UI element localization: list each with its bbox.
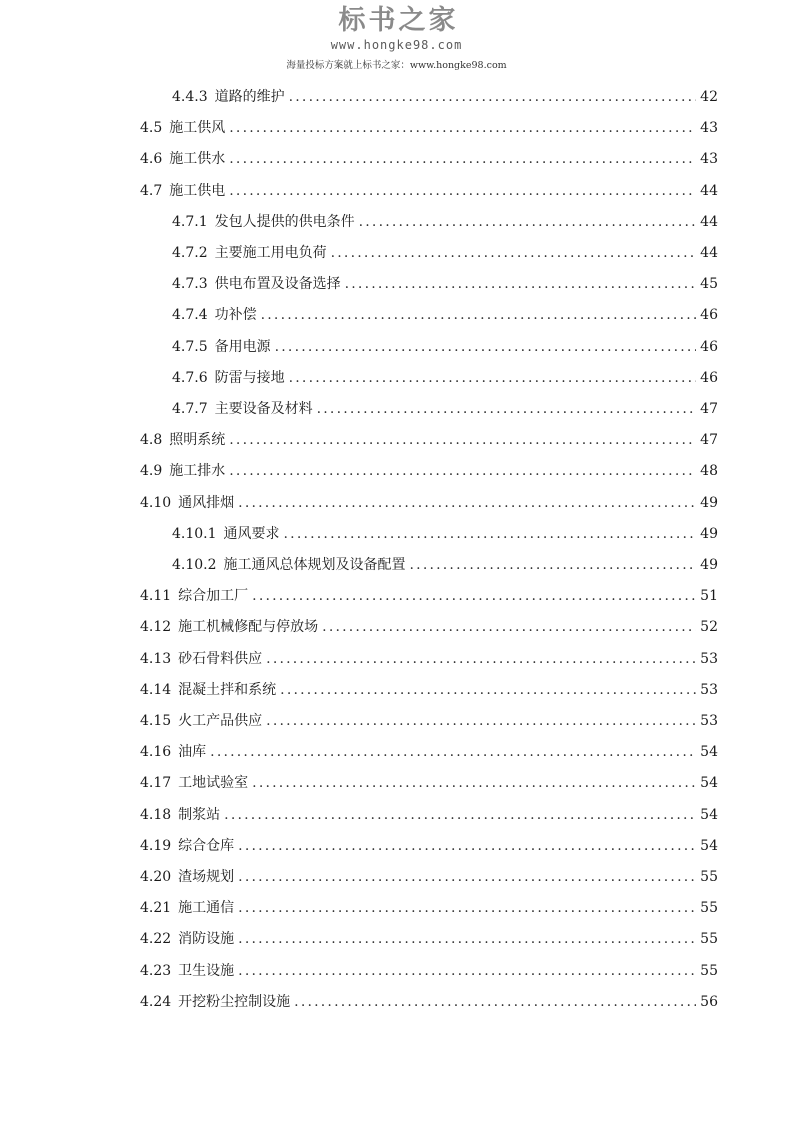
toc-entry-number: 4.16 — [140, 744, 172, 761]
toc-entry-page: 54 — [700, 837, 718, 854]
toc-entry-page: 46 — [700, 307, 718, 324]
toc-entry-number: 4.20 — [140, 869, 172, 885]
toc-entry-title: 施工通信 — [178, 900, 235, 917]
toc-entry[interactable] — [172, 553, 718, 577]
toc-entry-title: 功补偿 — [214, 307, 257, 324]
toc-entry[interactable] — [172, 522, 718, 546]
toc-entry-number: 4.7.4 — [172, 307, 208, 324]
toc-entry[interactable] — [140, 990, 718, 1014]
toc-entry-number: 4.11 — [140, 588, 172, 605]
toc-entry-title: 砂石骨料供应 — [178, 650, 263, 667]
toc-entry-title: 通风要求 — [223, 525, 280, 542]
toc-dot-leader — [317, 397, 697, 421]
toc-entry-number: 4.10.2 — [172, 557, 217, 573]
toc-entry-number: 4.7.5 — [172, 338, 208, 355]
toc-entry[interactable] — [140, 865, 718, 889]
toc-entry-page: 43 — [700, 151, 718, 168]
toc-entry-number: 4.19 — [140, 837, 172, 854]
toc-dot-leader — [289, 85, 697, 109]
toc-entry-number: 4.7.1 — [172, 213, 208, 230]
toc-entry[interactable] — [140, 615, 718, 639]
toc-entry[interactable] — [140, 459, 718, 483]
toc-entry-page: 46 — [700, 338, 718, 355]
toc-dot-leader — [229, 428, 696, 452]
toc-entry-title: 综合仓库 — [178, 837, 235, 854]
toc-entry-title: 施工供风 — [169, 120, 226, 137]
toc-dot-leader — [210, 740, 696, 764]
toc-entry-page: 54 — [700, 775, 718, 792]
toc-entry-page: 55 — [700, 962, 718, 979]
toc-entry[interactable] — [140, 959, 718, 983]
toc-entry-title: 施工供水 — [169, 151, 226, 168]
toc-entry-page: 47 — [700, 432, 718, 449]
toc-entry-number: 4.5 — [140, 120, 163, 137]
toc-entry-page: 44 — [700, 213, 718, 230]
toc-dot-leader — [238, 927, 696, 951]
toc-dot-leader — [238, 491, 696, 515]
toc-entry-number: 4.22 — [140, 931, 172, 948]
toc-entry-page: 54 — [700, 806, 718, 823]
toc-entry-title: 防雷与接地 — [214, 369, 285, 386]
toc-entry[interactable] — [140, 896, 718, 920]
toc-entry-number: 4.13 — [140, 650, 172, 667]
toc-entry-title: 主要设备及材料 — [214, 401, 313, 417]
toc-entry-number: 4.7 — [140, 182, 163, 199]
toc-entry-title: 油库 — [178, 744, 207, 761]
toc-entry-title: 施工通风总体规划及设备配置 — [223, 557, 406, 573]
toc-entry-number: 4.7.6 — [172, 369, 208, 386]
toc-dot-leader — [345, 272, 697, 296]
toc-entry[interactable] — [140, 491, 718, 515]
logo-url: www.hongke98.com — [330, 38, 463, 52]
toc-entry-number: 4.8 — [140, 432, 163, 449]
toc-entry-page: 48 — [700, 463, 718, 480]
toc-entry[interactable] — [172, 366, 718, 390]
toc-entry-number: 4.15 — [140, 713, 172, 729]
toc-entry[interactable] — [140, 678, 718, 702]
toc-dot-leader — [275, 335, 697, 359]
toc-entry[interactable] — [140, 771, 718, 795]
toc-entry-title: 卫生设施 — [178, 962, 235, 979]
toc-dot-leader — [266, 709, 696, 733]
page-header — [0, 4, 793, 72]
site-logo: 标书之家 — [338, 5, 459, 36]
toc-entry-page: 49 — [700, 557, 718, 573]
toc-entry-page: 53 — [700, 650, 718, 667]
toc-entry-title: 开挖粉尘控制设施 — [178, 993, 291, 1010]
toc-entry-title: 施工供电 — [169, 182, 226, 199]
toc-entry-number: 4.7.2 — [172, 245, 208, 261]
toc-entry[interactable] — [140, 740, 718, 764]
toc-dot-leader — [331, 241, 697, 265]
toc-entry-title: 备用电源 — [214, 338, 271, 355]
toc-entry-title: 道路的维护 — [214, 89, 285, 105]
toc-entry-page: 56 — [700, 993, 718, 1010]
toc-entry-page: 53 — [700, 681, 718, 698]
toc-dot-leader — [294, 990, 696, 1014]
toc-entry-page: 46 — [700, 369, 718, 386]
toc-entry-title: 供电布置及设备选择 — [214, 276, 341, 293]
toc-entry-page: 47 — [700, 401, 718, 417]
toc-entry-number: 4.23 — [140, 962, 172, 979]
toc-entry-title: 主要施工用电负荷 — [214, 245, 327, 261]
toc-dot-leader — [238, 896, 696, 920]
toc-entry-page: 44 — [700, 182, 718, 199]
toc-entry-title: 工地试验室 — [178, 775, 249, 792]
toc-dot-leader — [229, 116, 696, 140]
toc-entry-page: 52 — [700, 619, 718, 636]
toc-entry-number: 4.9 — [140, 463, 163, 480]
toc-entry-title: 制浆站 — [178, 806, 221, 823]
toc-entry-number: 4.12 — [140, 619, 172, 636]
toc-dot-leader — [280, 678, 696, 702]
toc-entry-title: 消防设施 — [178, 931, 235, 948]
toc-entry-title: 综合加工厂 — [178, 588, 249, 605]
toc-entry-page: 55 — [700, 900, 718, 917]
toc-entry-page: 42 — [700, 89, 718, 105]
toc-dot-leader — [359, 210, 697, 234]
toc-entry[interactable] — [172, 397, 718, 421]
toc-entry[interactable] — [140, 584, 718, 608]
toc-dot-leader — [224, 803, 696, 827]
toc-entry-title: 混凝土拌和系统 — [178, 681, 277, 698]
toc-entry[interactable] — [172, 241, 718, 265]
toc-entry-number: 4.17 — [140, 775, 172, 792]
toc-entry[interactable] — [140, 428, 718, 452]
toc-dot-leader — [410, 553, 697, 577]
toc-entry[interactable] — [140, 147, 718, 171]
toc-entry-page: 53 — [700, 713, 718, 729]
toc-entry-title: 施工排水 — [169, 463, 226, 480]
toc-entry-page: 44 — [700, 245, 718, 261]
toc-entry-page: 55 — [700, 869, 718, 885]
toc-dot-leader — [266, 647, 696, 671]
toc-entry[interactable] — [140, 179, 718, 203]
toc-entry-page: 49 — [700, 525, 718, 542]
toc-entry-title: 施工机械修配与停放场 — [178, 619, 319, 636]
toc-entry-title: 通风排烟 — [178, 494, 235, 511]
toc-entry[interactable] — [140, 834, 718, 858]
toc-entry-number: 4.7.7 — [172, 401, 208, 417]
toc-entry[interactable] — [140, 927, 718, 951]
toc-dot-leader — [238, 865, 696, 889]
toc-entry-page: 51 — [700, 588, 718, 605]
toc-entry-title: 照明系统 — [169, 432, 226, 449]
toc-entry[interactable] — [172, 210, 718, 234]
toc-entry-number: 4.21 — [140, 900, 172, 917]
toc-entry-page: 45 — [700, 276, 718, 293]
toc-dot-leader — [289, 366, 697, 390]
toc-entry-number: 4.7.3 — [172, 276, 208, 293]
toc-entry-number: 4.14 — [140, 681, 172, 698]
toc-dot-leader — [229, 459, 696, 483]
toc-entry-page: 54 — [700, 744, 718, 761]
toc-dot-leader — [261, 303, 697, 327]
toc-entry-number: 4.18 — [140, 806, 172, 823]
toc-entry[interactable] — [140, 647, 718, 671]
toc-entry-page: 55 — [700, 931, 718, 948]
toc-dot-leader — [229, 147, 696, 171]
toc-entry[interactable] — [172, 272, 718, 296]
toc-entry-number: 4.4.3 — [172, 89, 208, 105]
toc-entry-title: 火工产品供应 — [178, 713, 263, 729]
toc-dot-leader — [229, 179, 696, 203]
toc-entry[interactable] — [172, 85, 718, 109]
toc-entry[interactable] — [172, 303, 718, 327]
toc-entry[interactable] — [140, 709, 718, 733]
toc-dot-leader — [284, 522, 697, 546]
toc-entry-page: 43 — [700, 120, 718, 137]
toc-dot-leader — [322, 615, 696, 639]
toc-entry-title: 发包人提供的供电条件 — [214, 213, 355, 230]
toc-entry[interactable] — [140, 116, 718, 140]
toc-entry-number: 4.10.1 — [172, 525, 217, 542]
toc-entry-number: 4.24 — [140, 993, 172, 1010]
toc-entry-title: 渣场规划 — [178, 869, 235, 885]
header-slogan: 海量投标方案就上标书之家：www.hongke98.com — [286, 60, 507, 71]
toc-dot-leader — [252, 584, 696, 608]
toc-entry[interactable] — [140, 803, 718, 827]
toc-entry-number: 4.6 — [140, 151, 163, 168]
toc-entry-page: 49 — [700, 494, 718, 511]
toc-entry[interactable] — [172, 335, 718, 359]
toc-dot-leader — [238, 959, 696, 983]
toc-entry-number: 4.10 — [140, 494, 172, 511]
toc-dot-leader — [252, 771, 696, 795]
toc-dot-leader — [238, 834, 696, 858]
